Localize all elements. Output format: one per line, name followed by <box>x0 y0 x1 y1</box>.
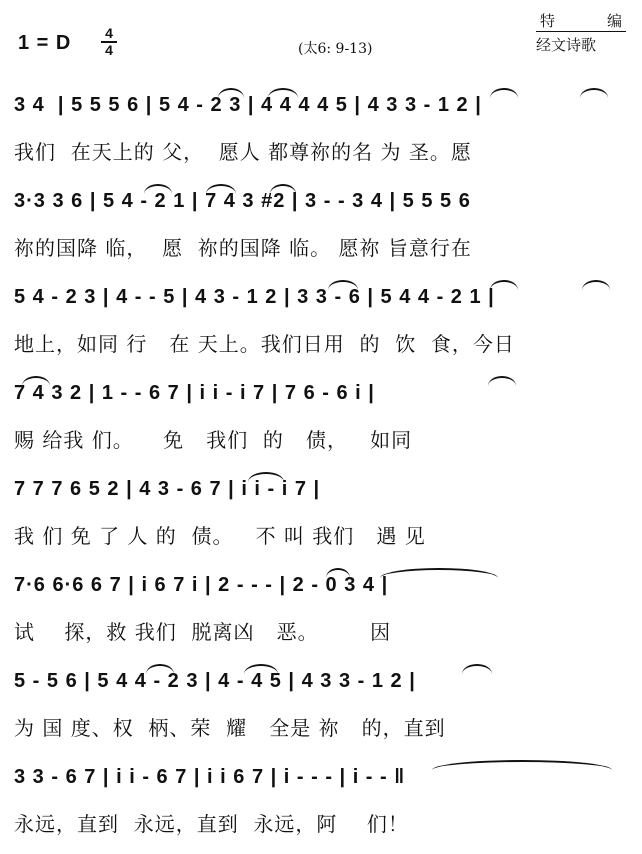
lyrics-line-5: 我 们 免 了 人 的 债。 不 叫 我们 遇 见 <box>14 524 426 548</box>
notes-line-8: 3 3 - 6 7 | i i - 6 7 | i i 6 7 | i - - - | i - - ‖ <box>14 766 406 788</box>
notes-line-2: 3·3 3 6 | 5 4 - 2 1 | 7 4 3 #2 | 3 - - 3 4 | 5 5 5 6 <box>14 190 471 212</box>
slur-mark <box>218 88 244 98</box>
arranger-label-2: 编 <box>606 12 622 30</box>
slur-mark <box>490 88 518 98</box>
key-signature: 1 = D <box>18 32 72 54</box>
lyrics-line-2: 祢的国降 临， 愿 祢的国降 临。 愿祢 旨意行在 <box>14 236 472 260</box>
lyrics-line-6: 试 探，救 我们 脱离凶 恶。 因 <box>14 620 392 644</box>
lyrics-line-7: 为 国 度、权 柄、荣 耀 全是 祢 的，直到 <box>14 716 446 740</box>
lyrics-line-4: 赐 给我 们。 免 我们 的 债， 如同 <box>14 428 413 452</box>
notes-line-5: 7 7 7 6 5 2 | 4 3 - 6 7 | i i - i 7 | <box>14 478 321 500</box>
slur-mark <box>248 472 284 482</box>
lyrics-line-8: 永远，直到 永远，直到 永远，阿 们！ <box>14 812 409 836</box>
slur-mark <box>432 760 612 770</box>
slur-mark <box>582 280 610 290</box>
slur-mark <box>326 568 350 578</box>
notes-line-1: 3 4 | 5 5 5 6 | 5 4 - 2 3 | 4 4 4 4 5 | 4 3 3 - 1 2 | <box>14 94 482 116</box>
slur-mark <box>268 88 298 98</box>
slur-mark <box>144 184 172 194</box>
notes-line-6: 7·6 6·6 6 7 | i 6 7 i | 2 - - - | 2 - 0 3 4 | <box>14 574 389 596</box>
slur-mark <box>22 376 50 386</box>
arranger-label-1: 特 <box>540 12 556 30</box>
time-signature-top: 4 <box>105 25 113 41</box>
slur-mark <box>380 568 498 578</box>
notes-line-4: 7 4 3 2 | 1 - - 6 7 | i i - i 7 | 7 6 - 6 i | <box>14 382 375 404</box>
notes-line-7: 5 - 5 6 | 5 4 4 - 2 3 | 4 - 4 5 | 4 3 3 - 1 2 | <box>14 670 416 692</box>
slur-mark <box>244 664 278 674</box>
scripture-reference: (太6: 9-13) <box>298 41 373 57</box>
time-signature-bottom: 4 <box>105 42 113 58</box>
slur-mark <box>580 88 608 98</box>
notes-line-3: 5 4 - 2 3 | 4 - - 5 | 4 3 - 1 2 | 3 3 - 6 | 5 4 4 - 2 1 | <box>14 286 495 308</box>
lyrics-line-3: 地上，如同 行 在 天上。我们日用 的 饮 食，今日 <box>14 332 515 356</box>
slur-mark <box>462 664 492 674</box>
slur-mark <box>490 280 518 290</box>
slur-mark <box>328 280 358 290</box>
slur-mark <box>488 376 516 386</box>
lyrics-line-1: 我们 在天上的 父， 愿人 都尊祢的名 为 圣。愿 <box>14 140 472 164</box>
slur-mark <box>270 184 296 194</box>
slur-mark <box>146 664 174 674</box>
slur-mark <box>206 184 236 194</box>
song-source: 经文诗歌 <box>536 36 597 54</box>
